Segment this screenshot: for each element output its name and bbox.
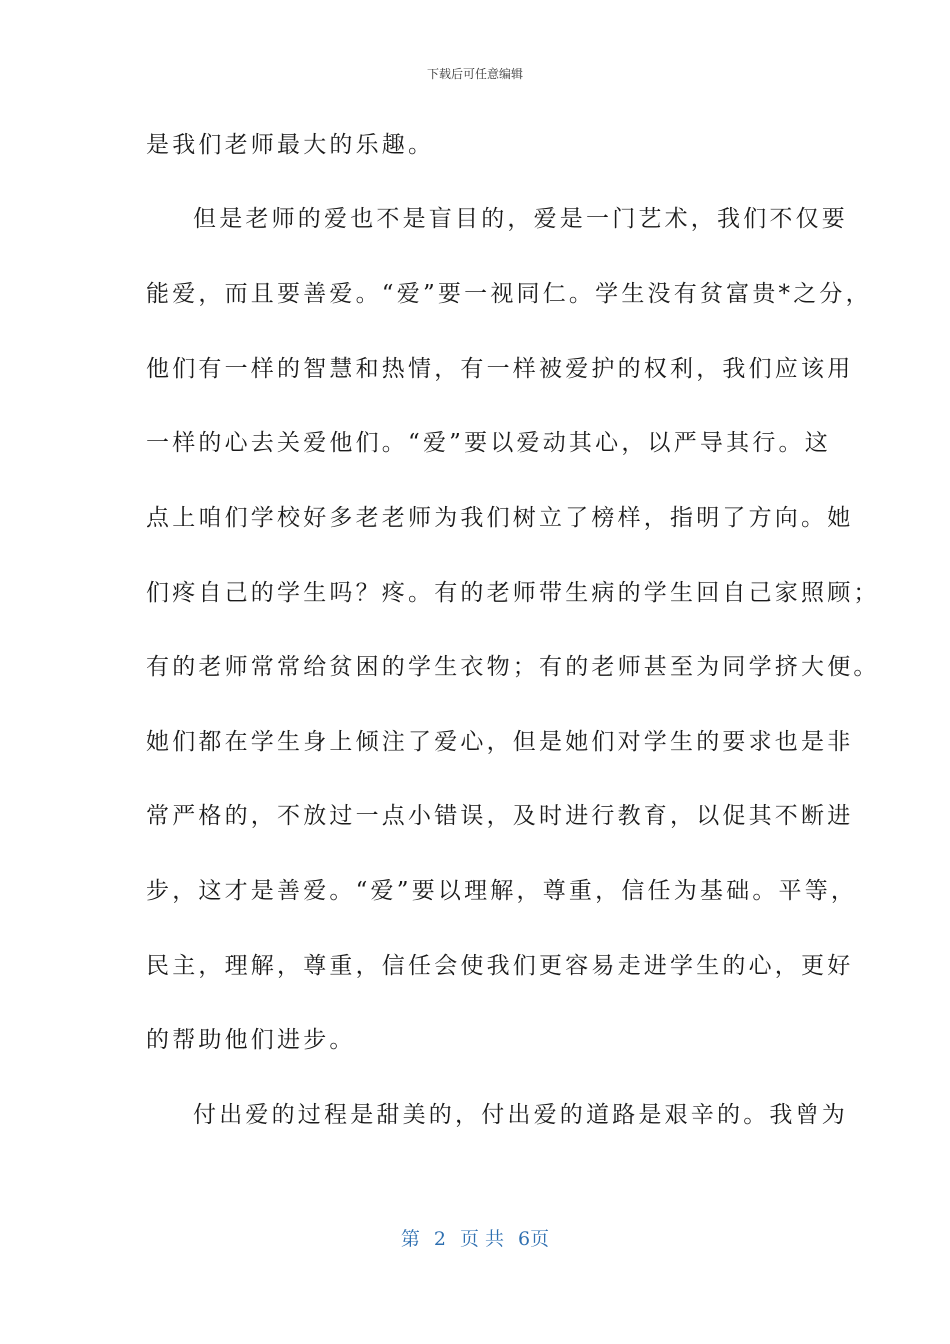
text-line: 是我们老师最大的乐趣。: [146, 132, 435, 158]
text-line: 一样的心去关爱他们。“爱”要以爱动其心，以严导其行。这: [146, 430, 831, 456]
paragraph-start: 但是老师的爱也不是盲目的，爱是一门艺术，我们不仅要: [193, 206, 848, 232]
text-line: 点上咱们学校好多老老师为我们树立了榜样，指明了方向。她: [146, 505, 854, 531]
page-number-middle: 页 共: [459, 1228, 505, 1250]
text-line: 常严格的，不放过一点小错误，及时进行教育，以促其不断进: [146, 803, 854, 829]
current-page: 2: [433, 1228, 446, 1250]
page-number: [0, 1226, 950, 1252]
text-line: 民主，理解，尊重，信任会使我们更容易走进学生的心，更好: [146, 953, 854, 979]
text-line: 们疼自己的学生吗？疼。有的老师带生病的学生回自己家照顾；: [146, 580, 880, 606]
text-line: 能爱，而且要善爱。“爱”要一视同仁。学生没有贫富贵*之分，: [146, 281, 872, 307]
page-header: 下载后可任意编辑: [426, 67, 523, 81]
text-line: 她们都在学生身上倾注了爱心，但是她们对学生的要求也是非: [146, 729, 854, 755]
paragraph-start: 付出爱的过程是甜美的，付出爱的道路是艰辛的。我曾为: [193, 1102, 848, 1128]
total-pages: 6: [518, 1228, 531, 1250]
page-number-suffix: 页: [530, 1228, 550, 1250]
text-line: 步，这才是善爱。“爱”要以理解，尊重，信任为基础。平等，: [146, 878, 858, 904]
text-line: 的帮助他们进步。: [146, 1027, 356, 1053]
text-line: 他们有一样的智慧和热情，有一样被爱护的权利，我们应该用: [146, 356, 854, 382]
text-line: 有的老师常常给贫困的学生衣物；有的老师甚至为同学挤大便。: [146, 654, 880, 680]
page-number-prefix: 第: [400, 1228, 420, 1250]
